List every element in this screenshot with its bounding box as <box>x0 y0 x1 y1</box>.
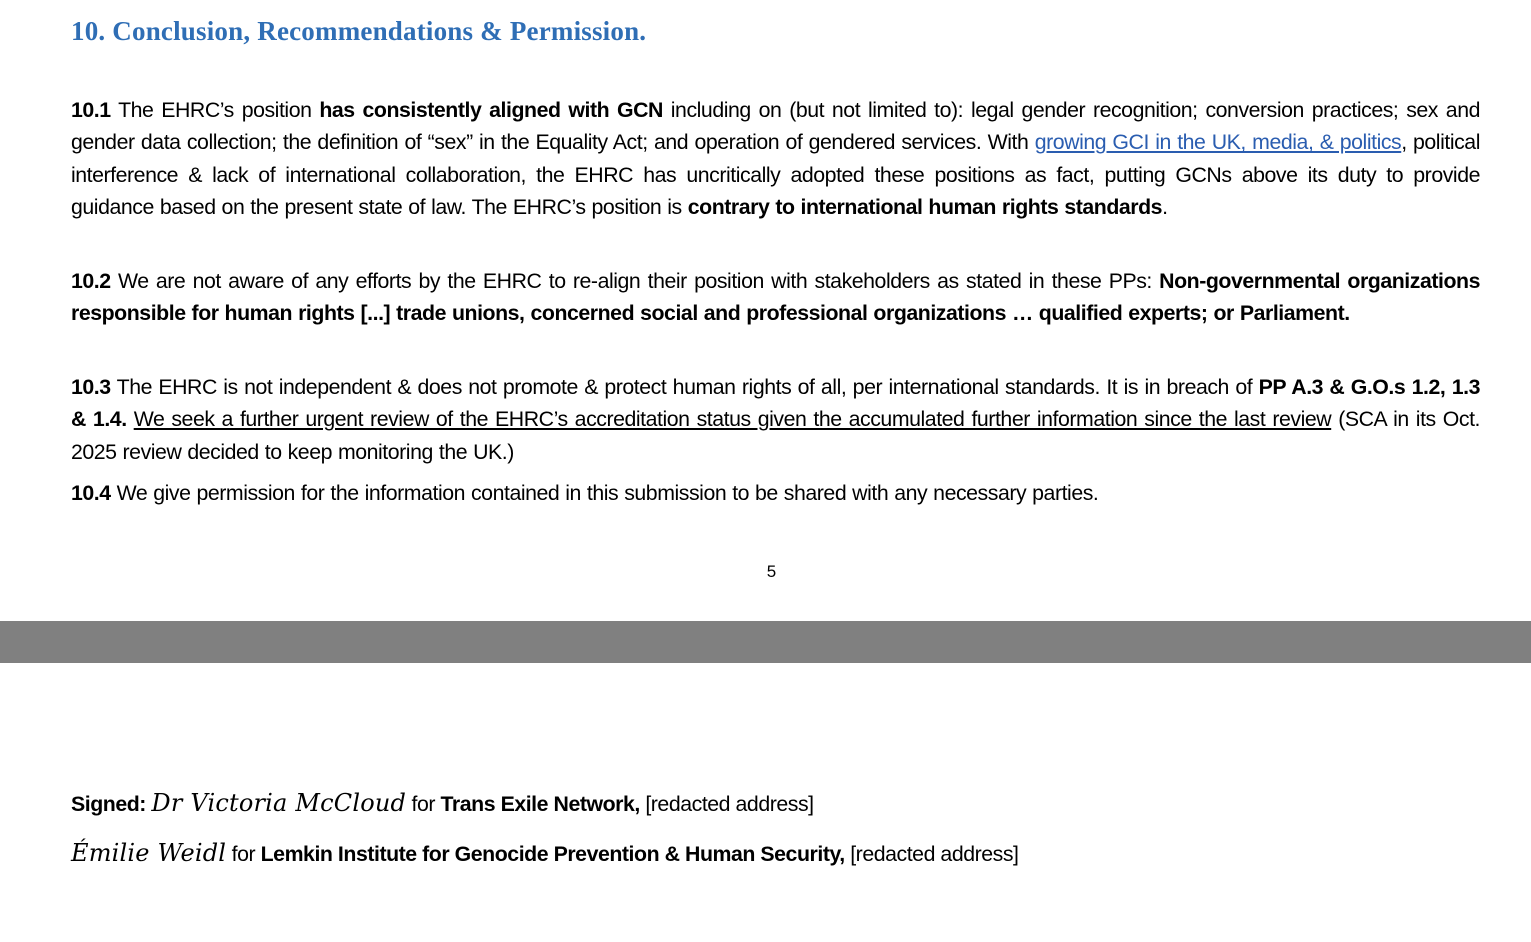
paragraph-number: 10.2 <box>71 269 111 293</box>
paragraph-underlined-text: We seek a further urgent review of the EHRC’s accreditation status given the accumulated further information since the last review <box>133 407 1332 432</box>
paragraph-number: 10.4 <box>71 481 111 505</box>
paragraph-10-3 <box>71 371 1480 468</box>
page-number: 5 <box>766 562 777 581</box>
signature-for-text: for <box>226 842 261 866</box>
paragraph-bold-text: PP A.3 & G.O.s 1.2, 1.3 & 1.4. <box>71 375 1480 432</box>
paragraph-bold-text: has consistently aligned with GCN <box>319 98 663 122</box>
paragraph-text: The EHRC’s position <box>110 98 320 122</box>
paragraph-text: We give permission for the information contained in this submission to be shared with any necessary parties. <box>110 481 1099 505</box>
gci-growth-link[interactable]: growing GCI in the UK, media, & politics <box>1034 130 1402 155</box>
paragraph-text: including on (but not limited to): legal gender recognition; conversion practices; sex and gender data collection; the definition of “sex” in the Equality Act; and operation of gendered services. With <box>71 98 1480 155</box>
paragraph-text: (SCA in its Oct. 2025 review decided to keep monitoring the UK.) <box>71 407 1481 464</box>
paragraph-text <box>127 407 134 431</box>
signature-emilie-weidl: Émilie Weidl <box>71 839 227 867</box>
paragraph-bold-text: contrary to international human rights standards <box>687 194 1163 219</box>
organization-name: Lemkin Institute for Genocide Prevention & Human Security, <box>260 842 845 866</box>
organization-name: Trans Exile Network, <box>440 792 640 816</box>
paragraph-text: We are not aware of any efforts by the EHRC to re-align their position with stakeholders as stated in these PPs: <box>110 269 1160 293</box>
paragraph-number: 10.3 <box>71 375 111 399</box>
paragraph-text: . <box>1162 194 1168 219</box>
signature-victoria-mccloud: Dr Victoria McCloud <box>151 789 407 817</box>
paragraph-number: 10.1 <box>71 98 111 122</box>
signed-label: Signed: <box>71 792 146 816</box>
address-text: [redacted address] <box>639 792 814 816</box>
paragraph-10-4 <box>71 477 1480 509</box>
signature-line-1 <box>71 788 814 819</box>
section-heading: 10. Conclusion, Recommendations & Permission. <box>71 16 647 46</box>
signature-line-2 <box>71 838 1019 869</box>
paragraph-bold-text: Non-governmental organizations responsible for human rights [...] trade unions, concerned social and professional organizations … qualified experts; or Parliament. <box>71 269 1480 326</box>
signature-for-text: for <box>406 792 441 816</box>
page-separator <box>0 621 1531 663</box>
paragraph-text: , political interference & lack of international collaboration, the EHRC has uncritically adopted these positions as fact, putting GCNs above its duty to provide guidance based on the present state of law. The EHRC’s position is <box>71 130 1480 219</box>
paragraph-10-2 <box>71 265 1480 330</box>
paragraph-10-1 <box>71 94 1480 223</box>
address-text: [redacted address] <box>844 842 1019 866</box>
paragraph-text: The EHRC is not independent & does not promote & protect human rights of all, per international standards. It is in breach of <box>110 375 1259 399</box>
